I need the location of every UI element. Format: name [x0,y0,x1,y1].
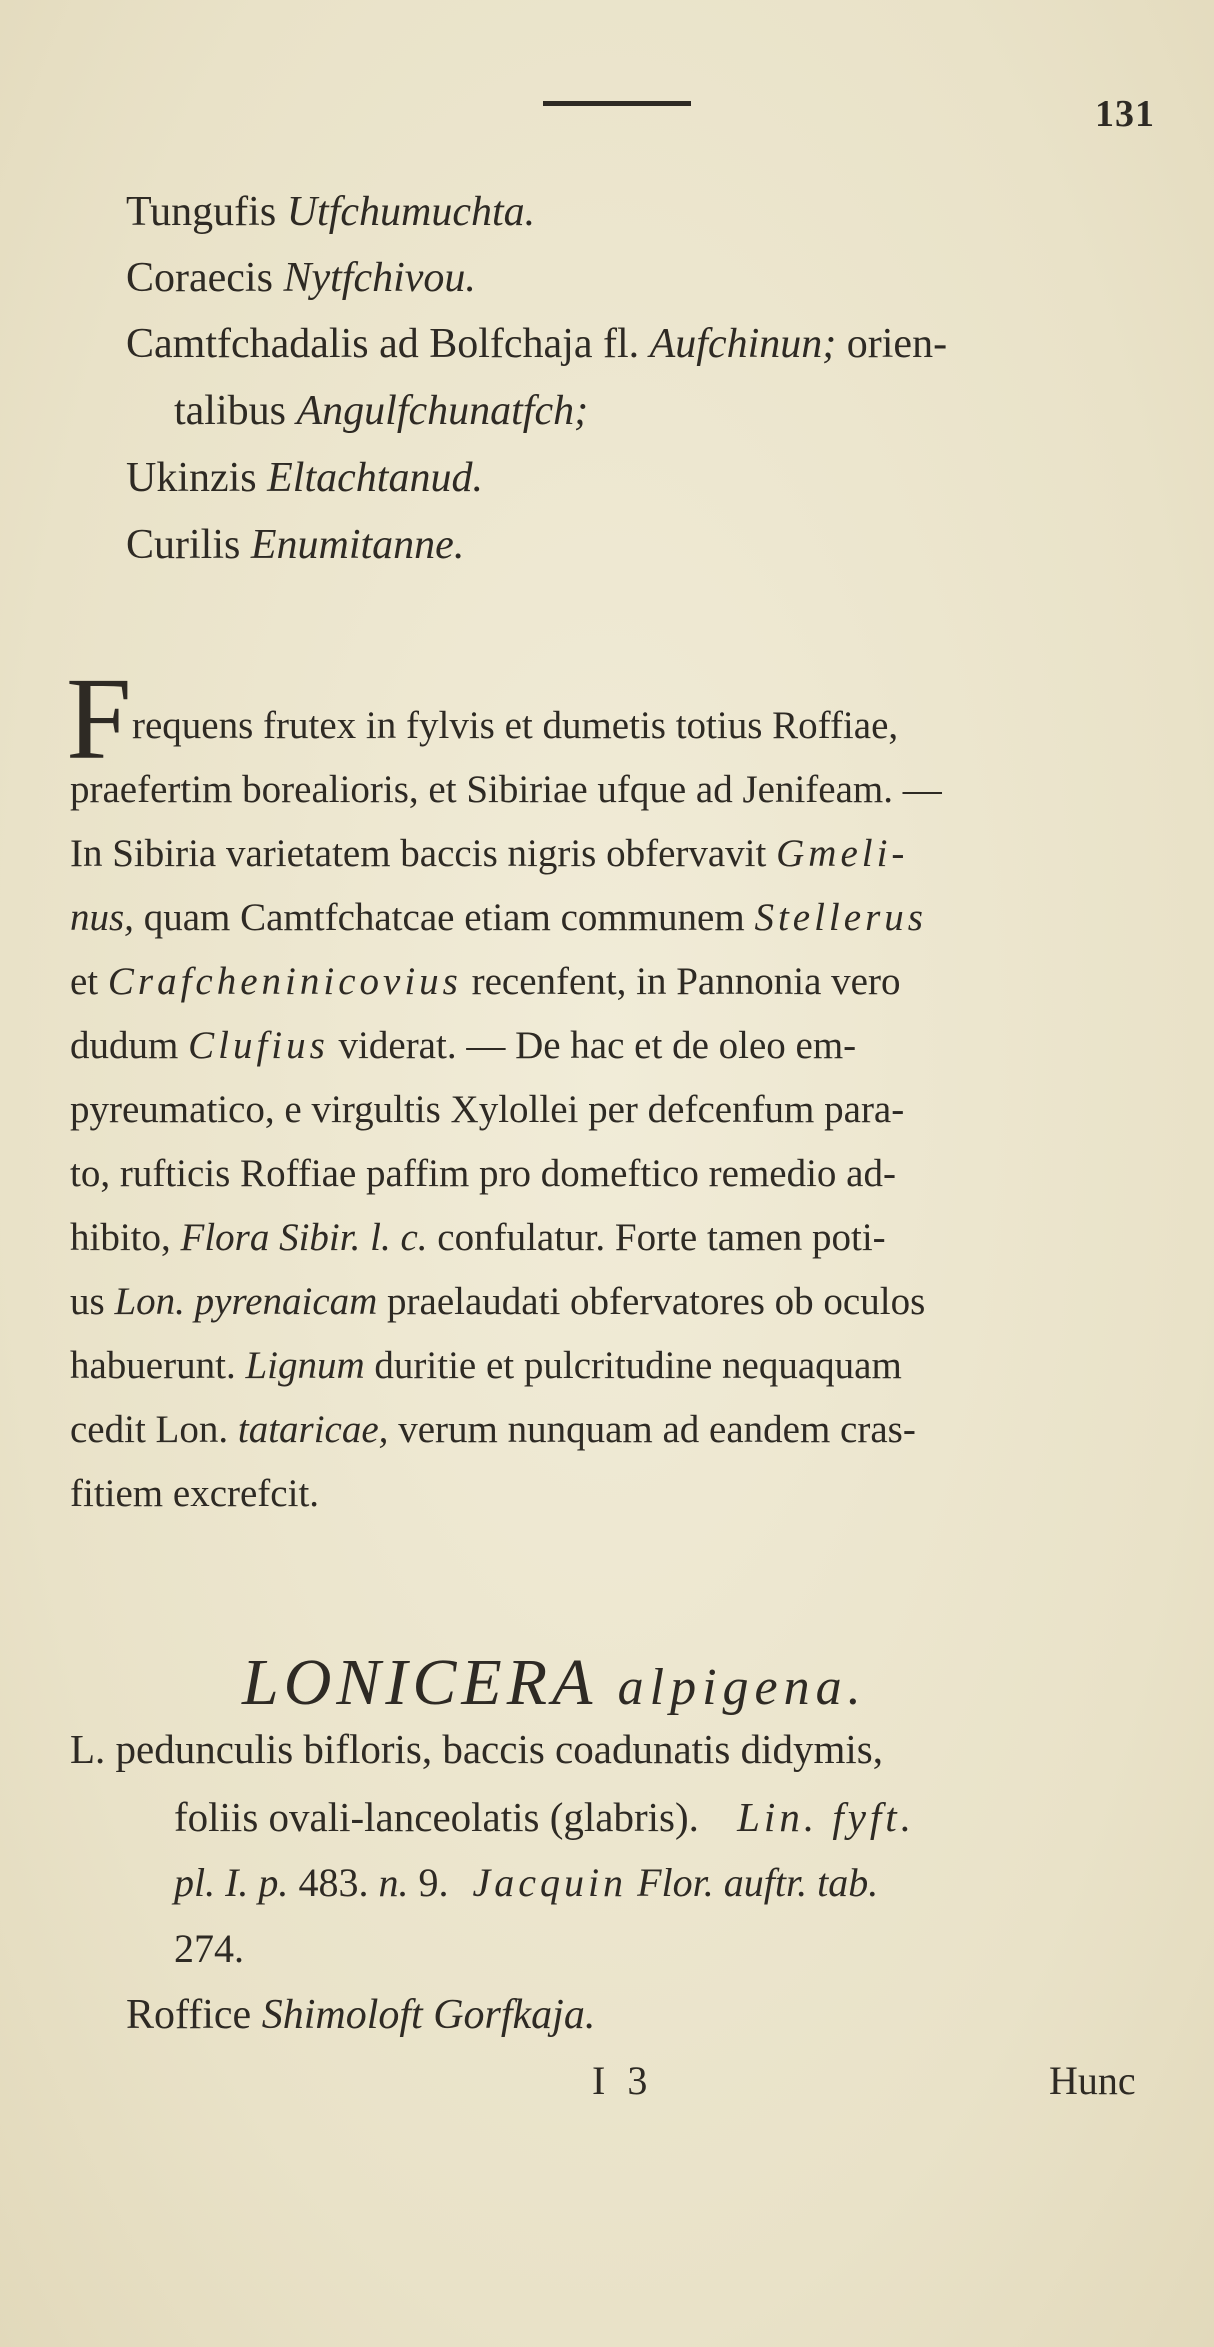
diagnosis-line: foliis ovali-lanceolatis (glabris). Lin. fyft. [174,1794,915,1840]
paragraph-line: us Lon. pyrenaicam praelaudati obfervatores ob oculos [70,1280,926,1323]
paragraph-line: habuerunt. Lignum duritie et pulcritudine nequaquam [70,1344,902,1387]
catchword: Hunc [1049,2058,1136,2103]
name-line: Curilis Enumitanne. [126,522,465,568]
page-number: 131 [1095,93,1155,135]
drop-cap: F [66,653,132,784]
diagnosis-line: pl. I. p. 483. n. 9. Jacquin Flor. auftr. tab. [174,1860,879,1905]
name-line: Tungufis Utfchumuchta. [126,189,536,235]
species-heading: LONICERA alpigena. [242,1646,867,1719]
paragraph-line: nus, quam Camtfchatcae etiam communem Stellerus [70,896,927,939]
paragraph-line: hibito, Flora Sibir. l. c. confulatur. Forte tamen poti- [70,1216,886,1259]
diagnosis-line: L. pedunculis bifloris, baccis coadunatis didymis, [70,1726,884,1772]
paragraph-line: requens frutex in fylvis et dumetis totius Roffiae, [132,704,899,747]
paragraph-line: cedit Lon. tataricae, verum nunquam ad eandem cras- [70,1408,916,1451]
paragraph-line: dudum Clufius viderat. — De hac et de oleo em- [70,1024,857,1067]
header-rule [543,101,691,106]
russian-name-line: Roffice Shimoloft Gorfkaja. [126,1992,596,2038]
diagnosis-line: 274. [174,1926,244,1971]
name-line: Coraecis Nytfchivou. [126,255,476,301]
name-line: Camtfchadalis ad Bolfchaja fl. Aufchinun; orien- [126,321,948,367]
paragraph-line: praefertim borealioris, et Sibiriae ufque ad Jenifeam. — [70,768,942,811]
paragraph-line: fitiem excrefcit. [70,1472,320,1515]
signature-mark: I 3 [592,2058,654,2103]
paragraph-line: In Sibiria varietatem baccis nigris obfervavit Gmeli- [70,832,909,875]
paragraph-line: et Crafcheninicovius recenfent, in Pannonia vero [70,960,901,1003]
paragraph-line: to, rufticis Roffiae paffim pro domeftico remedio ad- [70,1152,896,1195]
name-line: talibus Angulfchunatfch; [174,388,589,434]
paragraph-line: pyreumatico, e virgultis Xylollei per defcenfum para- [70,1088,905,1131]
name-line: Ukinzis Eltachtanud. [126,455,483,501]
